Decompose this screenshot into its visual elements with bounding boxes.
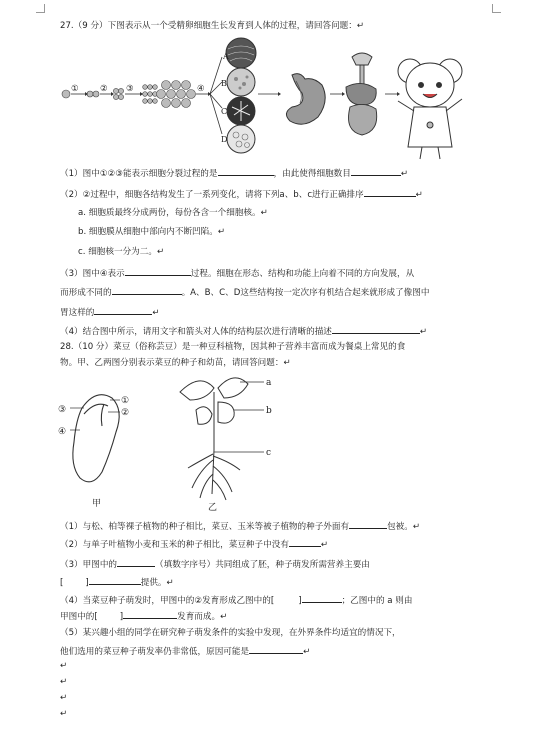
- plant-label-c: c: [266, 448, 272, 458]
- q28-blank-4-2[interactable]: [123, 609, 177, 619]
- plant-label-b: b: [266, 406, 272, 416]
- digestive-system-image: [346, 53, 377, 135]
- q27-option-a: a. 细胞质最终分成两份，每份各含一个细胞核。↵: [78, 208, 268, 218]
- q27-part2: （2）②过程中，细胞各结构发生了一系列变化，请将下列a、b、c进行正确排序 ↵: [60, 187, 423, 201]
- q28-part4-line1: （4）当菜豆种子萌发时，甲图中的②发育形成乙图中的[ ] ；乙图中的 a 则由: [60, 593, 412, 607]
- q28-seed-and-seedling-figure: [0, 370, 534, 520]
- q28-blank-3-2[interactable]: [89, 575, 141, 585]
- answer-blank-2[interactable]: [364, 187, 416, 197]
- tissue-label-c: C: [221, 107, 228, 116]
- process-label-3: ③: [126, 84, 134, 94]
- q28-part5-line1: （5）某兴趣小组的同学在研究种子萌发条件的实验中发现，在外界条件均适宜的情况下，: [60, 628, 401, 638]
- q28-part1: （1）与松、柏等裸子植物的种子相比，菜豆、玉米等被子植物的种子外面有 包被。↵: [60, 519, 420, 533]
- q28-part2: （2）与单子叶植物小麦和玉米的种子相比，菜豆种子中没有 ↵: [60, 537, 328, 551]
- answer-blank-1-1[interactable]: [218, 166, 274, 176]
- q27-option-b: b. 细胞膜从细胞中部向内不断凹陷。↵: [78, 227, 226, 237]
- seed-label-3: ③: [58, 405, 67, 415]
- answer-blank-4[interactable]: [332, 324, 420, 334]
- answer-blank-3-3[interactable]: [94, 305, 152, 315]
- empty-paragraph: ↵: [60, 661, 68, 671]
- q27-part4: （4）结合图中所示，请用文字和箭头对人体的结构层次进行清晰的描述 ↵: [60, 324, 427, 338]
- q27-stem: 27.（9 分）下图表示从一个受精卵细胞生长发育到人体的过程，请回答问题：↵: [60, 21, 365, 31]
- q28-blank-1[interactable]: [349, 519, 387, 529]
- q28-stem-line1: 28.（10 分）菜豆（俗称芸豆）是一种豆科植物，因其种子营养丰富而成为餐桌上常见的食: [60, 342, 406, 352]
- q28-part4-line2: 甲图中的[ ] 发育而成。↵: [60, 609, 227, 623]
- q28-blank-4-1[interactable]: [302, 593, 342, 603]
- q28-stem-line2: 物。甲、乙两图分别表示菜豆的种子和幼苗，请回答问题：↵: [60, 358, 291, 368]
- q28-part5-line2: 他们选用的菜豆种子萌发率仍非常低，原因可能是 ↵: [60, 644, 310, 658]
- q28-blank-3-1[interactable]: [117, 557, 155, 567]
- process-label-4: ④: [197, 84, 205, 94]
- q27-development-figure: [0, 35, 534, 160]
- q27-stem-text: 27.（9 分）下图表示从一个受精卵细胞生长发育到人体的过程，请回答问题：: [60, 21, 357, 31]
- corner-mark-tl: [36, 4, 45, 13]
- seed-label-4: ④: [58, 427, 67, 437]
- bean-seedling-image: [180, 378, 248, 500]
- tissue-label-b: B: [221, 79, 227, 88]
- answer-blank-1-2[interactable]: [351, 166, 401, 176]
- answer-blank-3-1[interactable]: [125, 266, 191, 276]
- figure-label-yi: 乙: [208, 503, 218, 513]
- girl-cartoon-image: [398, 59, 462, 159]
- answer-blank-3-2[interactable]: [112, 285, 182, 295]
- empty-paragraph: ↵: [60, 677, 68, 687]
- q28-part3-line2: [ ] 提供。↵: [60, 575, 174, 589]
- process-label-1: ①: [71, 84, 79, 94]
- tissue-label-a: A: [223, 52, 229, 61]
- process-label-2: ②: [100, 84, 108, 94]
- q27-option-c: c. 细胞核一分为二。↵: [78, 247, 165, 257]
- corner-mark-tr: [492, 4, 501, 13]
- empty-paragraph: ↵: [60, 709, 68, 719]
- q27-part1: （1）图中①②③能表示细胞分裂过程的是 ，由此使得细胞数目 ↵: [60, 166, 408, 180]
- stomach-image: [286, 74, 325, 125]
- q28-part3-line1: （3）甲图中的 （填数字序号）共同组成了胚，种子萌发所需营养主要由: [60, 557, 370, 571]
- empty-paragraph: ↵: [60, 693, 68, 703]
- q28-blank-5[interactable]: [249, 644, 303, 654]
- q27-part3-line2: 而形成不同的 。A、B、C、D这些结构按一定次序有机结合起来就形成了像图中: [60, 285, 429, 299]
- q27-part3-line3: 胃这样的 ↵: [60, 305, 160, 319]
- tissue-label-d: D: [221, 135, 228, 144]
- seed-label-1: ①: [121, 396, 130, 406]
- q28-blank-2[interactable]: [289, 537, 321, 547]
- q27-part3-line1: （3）图中④表示 过程。细胞在形态、结构和功能上向着不同的方向发展，从: [60, 266, 414, 280]
- plant-label-a: a: [266, 378, 272, 388]
- figure-label-jia: 甲: [92, 499, 102, 509]
- seed-label-2: ②: [121, 408, 130, 418]
